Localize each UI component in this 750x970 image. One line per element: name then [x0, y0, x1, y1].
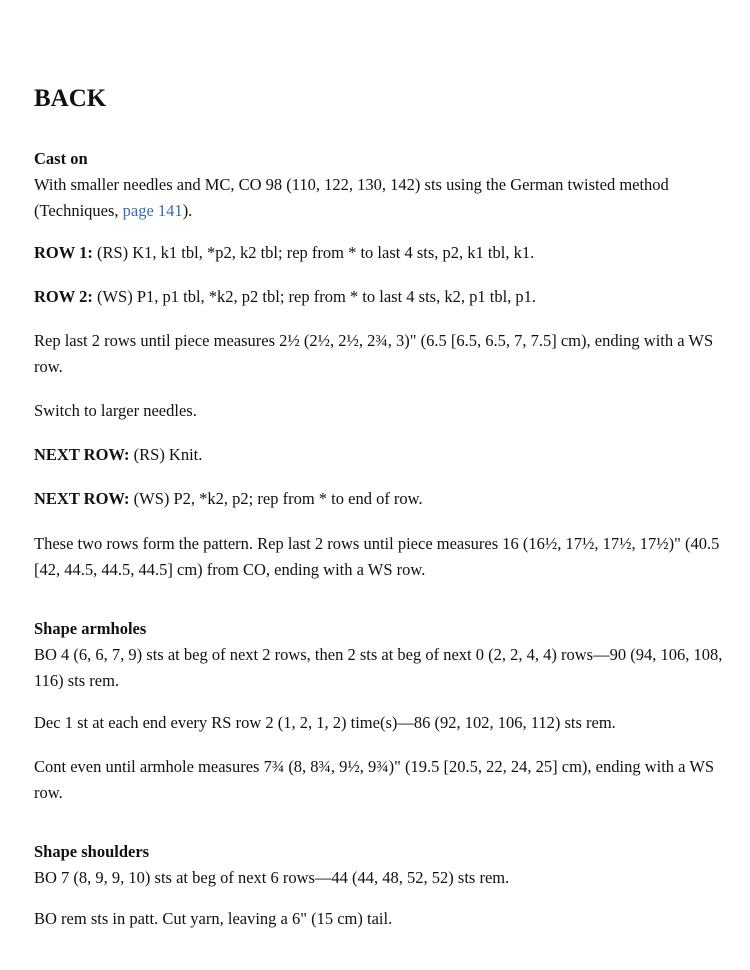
armholes-heading: Shape armholes [34, 619, 147, 638]
next-row-rs-label: NEXT ROW: [34, 445, 130, 464]
row-2-instruction [34, 284, 724, 310]
armholes-paragraph [34, 616, 724, 694]
section-title: BACK [34, 85, 107, 112]
pattern-paragraph: These two rows form the pattern. Rep last 2 rows until piece measures 16 (16½, 17½, 17½, 17½)" (40.5 [42, 44.5, 44.5, 44.5] cm) from CO, ending with a WS row. [34, 534, 720, 579]
next-row-rs-text: (RS) Knit. [129, 445, 203, 464]
next-row-ws-label: NEXT ROW: [34, 489, 130, 508]
shoulders-text: BO 7 (8, 9, 9, 10) sts at beg of next 6 rows—44 (44, 48, 52, 52) sts rem. [34, 868, 510, 887]
row-2-label: ROW 2: [34, 287, 93, 306]
shoulders-heading: Shape shoulders [34, 842, 150, 861]
switch-needles-paragraph: Switch to larger needles. [34, 401, 197, 420]
decrease-paragraph: Dec 1 st at each end every RS row 2 (1, 2, 1, 2) time(s)—86 (92, 102, 106, 112) sts rem. [34, 713, 616, 732]
continue-even-paragraph: Cont even until armhole measures 7¾ (8, 8¾, 9½, 9¾)" (19.5 [20.5, 22, 24, 25] cm), ending with a WS row. [34, 757, 715, 802]
row-1-text: (RS) K1, k1 tbl, *p2, k2 tbl; rep from * to last 4 sts, p2, k1 tbl, k1. [92, 243, 535, 262]
next-row-rs-instruction [34, 442, 724, 468]
next-row-ws-instruction [34, 486, 724, 512]
cast-on-paragraph [34, 146, 724, 224]
cast-on-text: With smaller needles and MC, CO 98 (110, 122, 130, 142) sts using the German twisted method (Techniques, [34, 175, 669, 220]
row-2-text: (WS) P1, p1 tbl, *k2, p2 tbl; rep from * to last 4 sts, k2, p1 tbl, p1. [92, 287, 537, 306]
cast-on-heading: Cast on [34, 149, 88, 168]
cast-on-text-end: ). [182, 201, 193, 220]
armholes-text: BO 4 (6, 6, 7, 9) sts at beg of next 2 rows, then 2 sts at beg of next 0 (2, 2, 4, 4) rows—90 (94, 106, 108, 116) sts rem. [34, 645, 723, 690]
row-1-label: ROW 1: [34, 243, 93, 262]
page-141-link[interactable]: page 141 [122, 201, 183, 220]
shoulders-paragraph [34, 839, 724, 891]
next-row-ws-text: (WS) P2, *k2, p2; rep from * to end of row. [129, 489, 423, 508]
bind-off-paragraph: BO rem sts in patt. Cut yarn, leaving a 6" (15 cm) tail. [34, 909, 393, 928]
repeat-rows-paragraph: Rep last 2 rows until piece measures 2½ (2½, 2½, 2¾, 3)" (6.5 [6.5, 6.5, 7, 7.5] cm), ending with a WS row. [34, 331, 714, 376]
row-1-instruction [34, 240, 724, 266]
